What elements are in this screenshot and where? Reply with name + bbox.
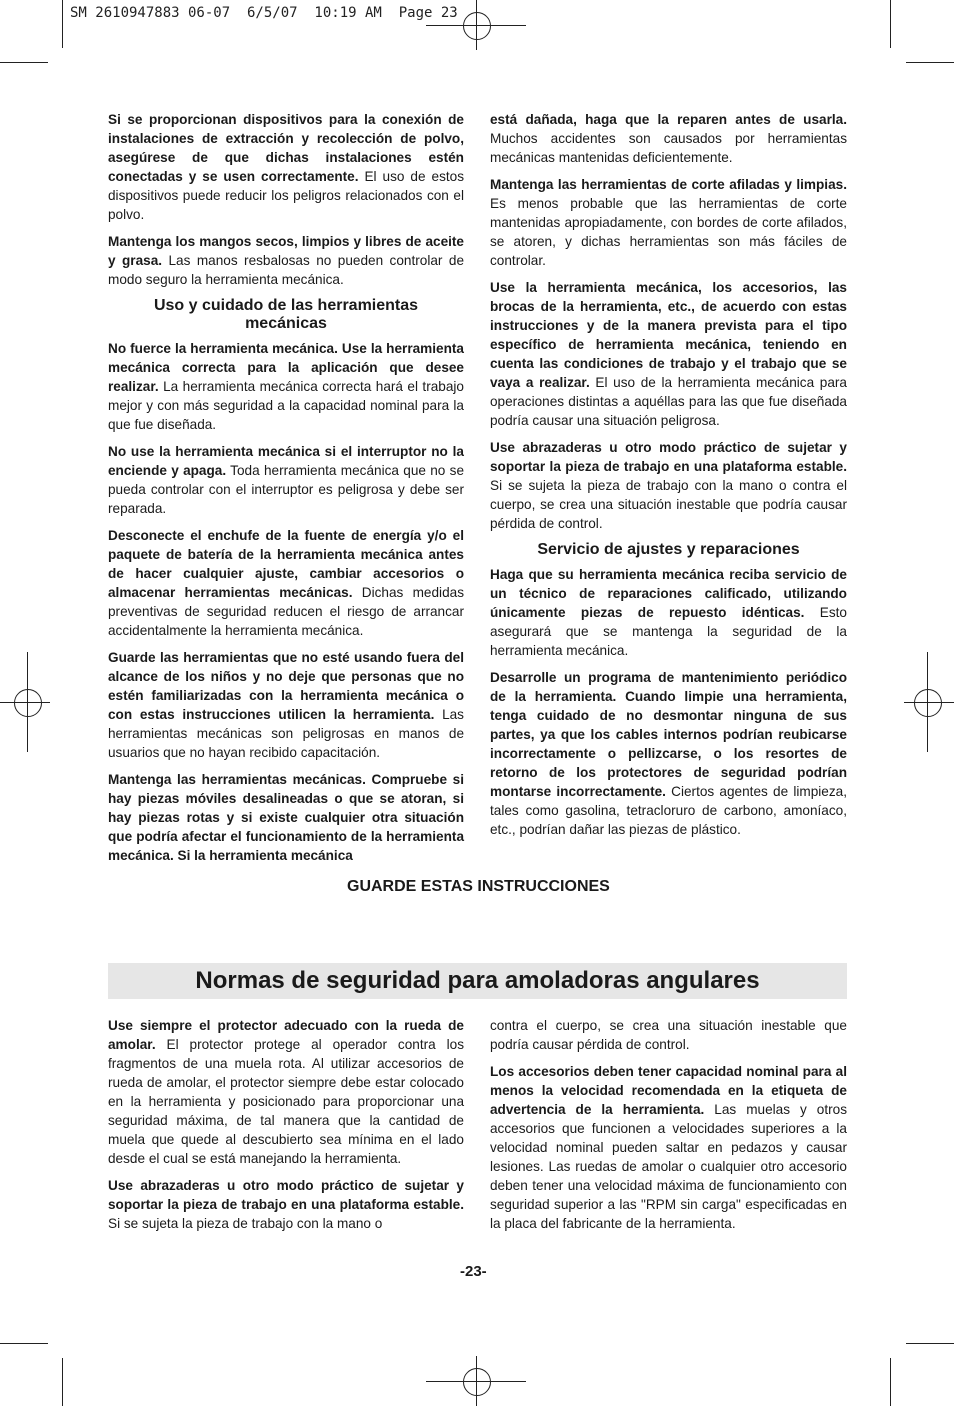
top-right-column xyxy=(490,110,847,847)
paragraph xyxy=(108,339,464,434)
paragraph xyxy=(490,668,847,839)
paragraph xyxy=(108,648,464,762)
paragraph-lead: No use la herramienta mecánica si el interruptor no la enciende y apaga. xyxy=(108,444,464,478)
paragraph-lead: Haga que su herramienta mecánica reciba servicio de un técnico de reparaciones calificado, utilizando únicamente piezas de repuesto idénticas. xyxy=(490,567,847,620)
paragraph xyxy=(490,1016,847,1054)
crop-mark xyxy=(0,1343,48,1344)
banner-title: Normas de seguridad para amoladoras angulares xyxy=(195,967,760,994)
paragraph-body: Dichas medidas preventivas de seguridad reducen el riesgo de arrancar accidentalmente la herramienta mecánica. xyxy=(108,585,464,638)
registration-mark-icon xyxy=(14,689,42,717)
paragraph xyxy=(108,526,464,640)
paragraph-lead: Use siempre el protector adecuado con la rueda de amolar. xyxy=(108,1018,464,1052)
paragraph-lead: Mantenga las herramientas mecánicas. Compruebe si hay piezas móviles desalineadas o que se atoran, si hay piezas rotas y si existe cualquier otra situación que podría afectar el funcionamiento de la herramienta mecánica. Si la herramienta mecánica xyxy=(108,772,464,863)
registration-mark-icon xyxy=(914,689,942,717)
crop-mark xyxy=(62,1358,63,1406)
paragraph xyxy=(108,442,464,518)
paragraph xyxy=(108,110,464,224)
paragraph-body: Si se sujeta la pieza de trabajo con la mano o xyxy=(108,1216,383,1231)
paragraph-body: contra el cuerpo, se crea una situación inestable que podría causar pérdida de control. xyxy=(490,1018,847,1052)
paragraph-lead: Mantenga los mangos secos, limpios y libres de aceite y grasa. xyxy=(108,234,464,268)
paragraph-lead: Use abrazaderas u otro modo práctico de sujetar y soportar la pieza de trabajo en una plataforma estable. xyxy=(108,1178,464,1212)
registration-mark-line xyxy=(0,702,50,703)
crop-mark xyxy=(62,0,63,48)
paragraph xyxy=(490,438,847,533)
top-left-column xyxy=(108,110,464,873)
paragraph xyxy=(490,278,847,430)
paragraph-lead: Si se proporcionan dispositivos para la conexión de instalaciones de extracción y recolección de polvo, asegúrese de que dichas instalaciones estén conectadas y se usen correctamente. xyxy=(108,112,464,184)
paragraph-lead: Desarrolle un programa de mantenimiento periódico de la herramienta. Cuando limpie una herramienta, tenga cuidado de no desmontar ninguna de sus partes, ya que los cables internos podrían reubicarse incorrectamente o pellizcarse, o los resortes de retorno de los protectores de seguridad podrían montarse incorrectamente. xyxy=(490,670,847,799)
save-instructions-heading: GUARDE ESTAS INSTRUCCIONES xyxy=(347,878,610,895)
paragraph-lead: No fuerce la herramienta mecánica. Use la herramienta mecánica correcta para la aplicación que desee realizar. xyxy=(108,341,464,394)
crop-mark xyxy=(890,1358,891,1406)
paragraph xyxy=(108,1016,464,1168)
paragraph-body: Las muelas y otros accesorios que funcionen a velocidades superiores a la velocidad nominal pueden saltar en pedazos y causar lesiones. Las ruedas de amolar o cualquier otro accesorio deben tener una velocidad máxima de funcionamiento con seguridad superior a las "RPM sin carga" especificadas en la placa del fabricante de la herramienta. xyxy=(490,1102,847,1231)
paragraph-lead: Use la herramienta mecánica, los accesorios, las brocas de la herramienta, etc., de acuerdo con estas instrucciones y de la manera prevista para el tipo específico de herramienta mecánica, teniendo en cuenta las condiciones de trabajo y el trabajo que se vaya a realizar. xyxy=(490,280,847,390)
paragraph-body: Esto asegurará que se mantenga la seguridad de la herramienta mecánica. xyxy=(490,605,847,658)
registration-mark-line xyxy=(476,0,477,50)
bottom-right-column xyxy=(490,1016,847,1241)
crop-mark xyxy=(890,0,891,48)
paragraph-lead: Mantenga las herramientas de corte afiladas y limpias. xyxy=(490,177,847,192)
paragraph-lead: Los accesorios deben tener capacidad nominal para al menos la velocidad recomendada en la etiqueta de advertencia de la herramienta. xyxy=(490,1064,847,1117)
paragraph xyxy=(108,770,464,865)
registration-mark-line xyxy=(904,702,954,703)
section-heading: Uso y cuidado de las herramientas mecánicas xyxy=(153,297,419,332)
section-banner xyxy=(108,963,847,999)
paragraph-lead: Use abrazaderas u otro modo práctico de sujetar y soportar la pieza de trabajo en una plataforma estable. xyxy=(490,440,847,474)
registration-mark-line xyxy=(476,1356,477,1406)
paragraph-body: Las manos resbalosas no pueden controlar de modo seguro la herramienta mecánica. xyxy=(108,253,464,287)
paragraph xyxy=(490,110,847,167)
paragraph-body: El protector protege al operador contra los fragmentos de una muela rota. Al utilizar accesorios de rueda de amolar, el protector siempre debe estar colocado en la herramienta y posicionado para proporcionar una seguridad máxima, de tal manera que la cantidad de muela que quede al descubierto sea mínima en el lado desde el cual se está manejando la herramienta. xyxy=(108,1037,464,1166)
page-number: -23- xyxy=(460,1263,487,1280)
paragraph-body: El uso de estos dispositivos puede reducir los peligros relacionados con el polvo. xyxy=(108,169,464,222)
bottom-left-column xyxy=(108,1016,464,1241)
registration-mark-icon xyxy=(463,12,491,40)
paragraph-lead: Desconecte el enchufe de la fuente de energía y/o el paquete de batería de la herramienta mecánica antes de hacer cualquier ajuste, cambiar accesorios o almacenar herramientas mecánicas. xyxy=(108,528,464,600)
section-heading: Servicio de ajustes y reparaciones xyxy=(537,541,800,558)
paragraph-body: Toda herramienta mecánica que no se pueda controlar con el interruptor es peligrosa y debe ser reparada. xyxy=(108,463,464,516)
paragraph-body: Es menos probable que las herramientas de corte mantenidas apropiadamente, con bordes de corte afilados, se atoren, y dichas herramientas son más fáciles de controlar. xyxy=(490,196,847,268)
paragraph xyxy=(490,565,847,660)
registration-mark-line xyxy=(927,652,928,752)
crop-mark xyxy=(906,1343,954,1344)
paragraph-body: Las herramientas mecánicas son peligrosas en manos de usuarios que no hayan recibido capacitación. xyxy=(108,707,464,760)
crop-mark xyxy=(0,62,48,63)
paragraph-body: Ciertos agentes de limpieza, tales como gasolina, tetracloruro de carbono, amoníaco, etc., podrían dañar las piezas de plástico. xyxy=(490,784,847,837)
paragraph-lead: Guarde las herramientas que no esté usando fuera del alcance de los niños y no deje que personas que no estén familiarizadas con la herramienta mecánica o con estas instrucciones utilicen la herramienta. xyxy=(108,650,464,722)
registration-mark-icon xyxy=(463,1368,491,1396)
paragraph xyxy=(108,232,464,289)
paragraph-body: Si se sujeta la pieza de trabajo con la mano o contra el cuerpo, se crea una situación inestable que podría causar pérdida de control. xyxy=(490,478,847,531)
crop-mark xyxy=(906,62,954,63)
paragraph xyxy=(108,1176,464,1233)
paragraph xyxy=(490,1062,847,1233)
paragraph-body: El uso de la herramienta mecánica para operaciones distintas a aquéllas para las que fue diseñada podría causar una situación peligrosa. xyxy=(490,375,847,428)
paragraph xyxy=(490,175,847,270)
paragraph-body: Muchos accidentes son causados por herramientas mecánicas mantenidas deficientemente. xyxy=(490,131,847,165)
paragraph-body: La herramienta mecánica correcta hará el trabajo mejor y con más seguridad a la capacidad nominal para la que fue diseñada. xyxy=(108,379,464,432)
registration-mark-line xyxy=(27,652,28,752)
paragraph-lead: está dañada, haga que la reparen antes de usarla. xyxy=(490,112,847,127)
print-slug: SM 2610947883 06-07 6/5/07 10:19 AM Page 23 xyxy=(70,5,458,21)
